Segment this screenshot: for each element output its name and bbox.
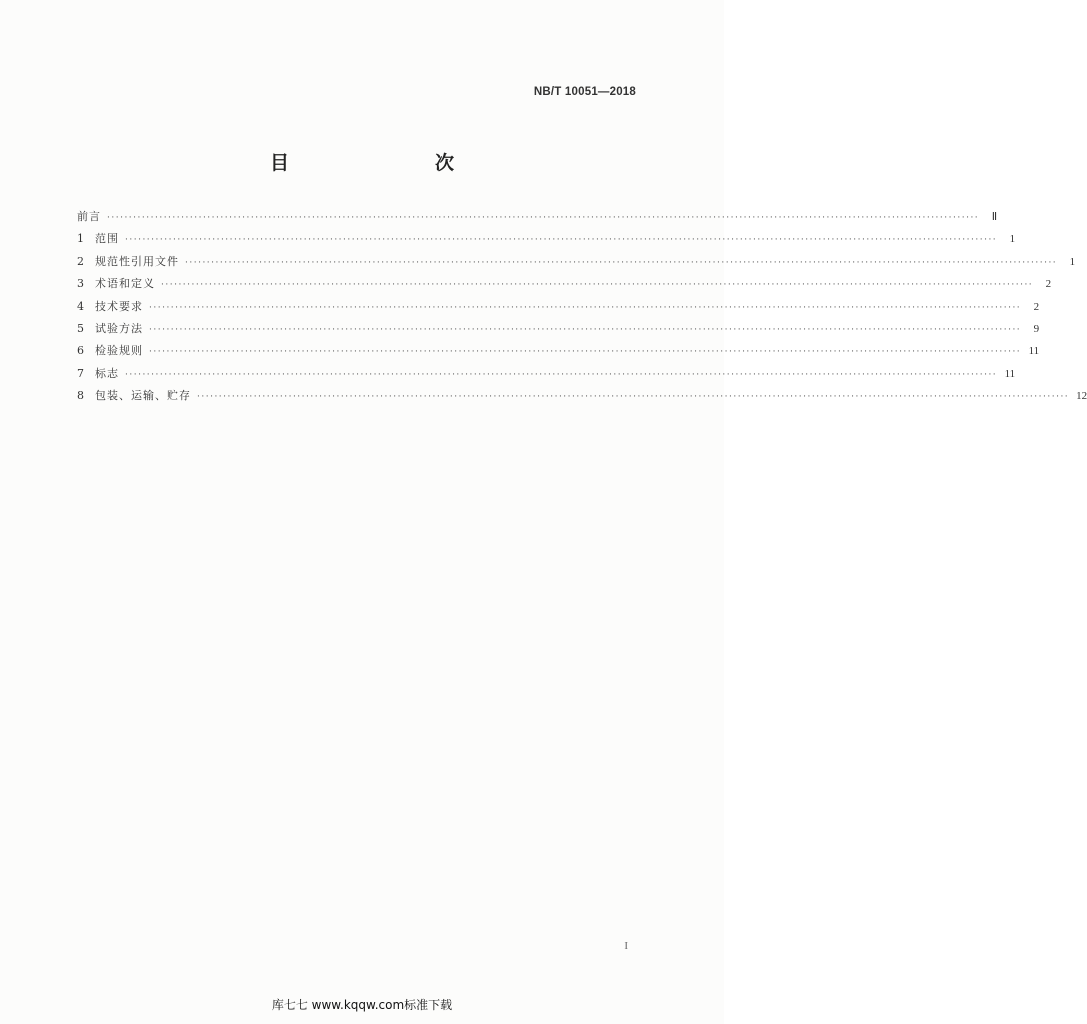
page-number: I xyxy=(624,940,628,952)
toc-entry-number: 5 xyxy=(77,321,84,335)
toc-entry-label: 试验方法 xyxy=(95,321,143,335)
standard-code: NB/T 10051—2018 xyxy=(533,86,636,98)
toc-entry-number: 3 xyxy=(77,277,84,291)
toc-entry-page: 9 xyxy=(1033,322,1040,335)
toc-leader-dots: ········································································································································································································ xyxy=(185,257,1058,268)
toc-entry-number: 7 xyxy=(77,366,84,380)
toc-entry-page: 11 xyxy=(1028,345,1040,358)
toc-entry-label: 术语和定义 xyxy=(95,277,155,291)
toc-entry-scope[interactable] xyxy=(77,230,1016,252)
toc-entry-technical-requirements[interactable] xyxy=(77,298,1040,320)
page-title: 目 次 xyxy=(269,152,490,174)
toc-entry-packaging-transport-storage[interactable] xyxy=(77,387,1087,409)
toc-leader-dots: ········································································································································································································ xyxy=(125,369,998,380)
toc-entry-terms-definitions[interactable] xyxy=(77,275,1052,297)
toc-entry-label: 标志 xyxy=(95,366,119,380)
toc-leader-dots: ········································································································································································································ xyxy=(149,324,1022,335)
toc-entry-number: 8 xyxy=(77,389,84,403)
toc-leader-dots: ········································································································································································································ xyxy=(107,213,980,223)
toc-leader-dots: ········································································································································································································ xyxy=(149,302,1022,313)
toc-entry-marking[interactable] xyxy=(77,365,1016,387)
toc-entry-page: 12 xyxy=(1076,390,1087,403)
toc-entry-label: 前言 xyxy=(77,210,101,223)
toc-entry-page: 2 xyxy=(1033,300,1040,313)
toc-entry-number: 4 xyxy=(77,299,84,313)
download-watermark: 库七七 www.kqqw.com标准下载 xyxy=(271,998,453,1012)
toc-entry-label: 范围 xyxy=(95,232,119,246)
toc-entry-page: Ⅱ xyxy=(991,211,998,223)
toc-entry-number: 6 xyxy=(77,344,84,358)
toc-entry-page: 2 xyxy=(1045,278,1052,291)
toc-entry-label: 检验规则 xyxy=(95,344,143,358)
toc-entry-number: 1 xyxy=(77,232,84,246)
toc-leader-dots: ········································································································································································································ xyxy=(125,235,998,246)
toc-entry-page: 1 xyxy=(1069,255,1076,268)
toc-entry-normative-references[interactable] xyxy=(77,253,1076,275)
toc-leader-dots: ········································································································································································································ xyxy=(161,280,1034,291)
table-of-contents xyxy=(77,208,1087,410)
toc-entry-label: 规范性引用文件 xyxy=(95,254,179,268)
toc-entry-number: 2 xyxy=(77,254,84,268)
toc-entry-page: 11 xyxy=(1004,367,1016,380)
toc-entry-test-methods[interactable] xyxy=(77,320,1040,342)
toc-leader-dots: ········································································································································································································ xyxy=(149,347,1022,358)
toc-leader-dots: ········································································································································································································ xyxy=(197,392,1070,403)
toc-entry-label: 技术要求 xyxy=(95,299,143,313)
toc-entry-inspection-rules[interactable] xyxy=(77,342,1040,364)
toc-entry-page: 1 xyxy=(1009,233,1016,246)
toc-entry-label: 包装、运输、贮存 xyxy=(95,389,191,403)
toc-entry-foreword[interactable] xyxy=(77,208,998,230)
